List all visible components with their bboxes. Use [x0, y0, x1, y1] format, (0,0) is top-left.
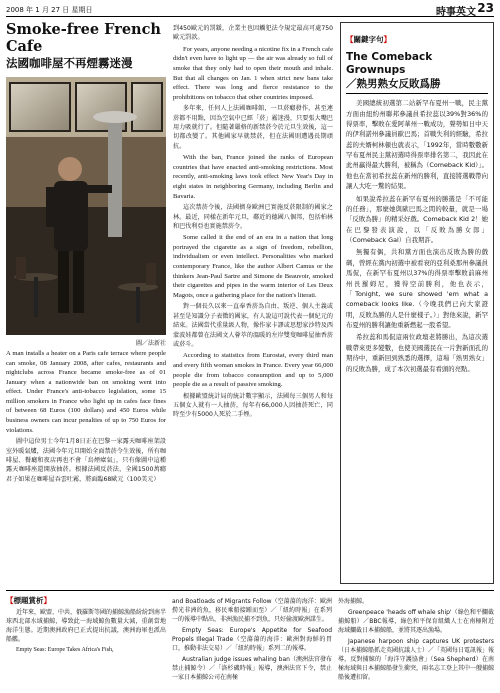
sidebar-title-zh: ／熟男熟女反敗爲勝 [346, 76, 488, 94]
sidebar-tag [346, 34, 391, 45]
bottom-paragraph: and Boatloads of Migrants Follow（空蕩蕩的海洋：歐洲撈光非洲的魚，移民乘船接踵而至）／「紐約時報」在系列一的報導中點出，非洲漁民捕不到魚，只好偷渡歐洲謀生。 [172, 598, 332, 623]
article-paragraph: With the ban, France joined the ranks of European countries that have enacted anti-smoking restrictions. Most recently, anti-smoking laws took effect New Year's Day in eight states in neighboring Germany, including Berlin and Bavaria. [173, 154, 333, 200]
sidebar-paragraph: 無獨有偶，共和黨方面也演出反敗為勝的戲碼，曾經在黨內初選中被看衰的亞利桑那州參議員馬侃，在新罕布夏州以37%的得票率擊敗前麻州州長羅姆尼，獲得空前勝利，他也表示，「Tonight, we sure showed 'em what a comeback looks like.（今晚我們已向大家證明，反敗為勝的人是什麼樣子。）」對他來說，新罕布夏州的勝利讓他重新燃起一股希望。 [346, 248, 488, 330]
cafe-photo [6, 77, 166, 335]
sidebar-paragraph: 希拉蕊和馬侃這兩位政壇老將勝出，為這次選戰帶來更多變數，也使美國選民在一片對新面孔的期待中，重新回到熟悉的選擇，這場「熟男熟女」的反敗為勝，成了本次初選最有看頭的亮點。 [346, 333, 488, 373]
sidebar-paragraph: 美國總統初選第二站新罕布夏州一戰，民主黨方面由紐約州聯邦參議員希拉蕊以39%對36%的得票率，擊敗在愛阿華州一戰成功，聲勢如日中天的伊利諾州參議員歐巴馬；首戰失利的經驗，希拉蕊的夫婿柯林頓也就表示，「1992年，當時數數新罕布夏州民主黨初選時得票率排名第二，我因此在此州贏得最大勝利，被稱為（Comeback Kid）」。他也在當初希拉蕊在新州的勝利，直接將選戰帶向讓人大吃一驚的結果。 [346, 99, 488, 191]
article-paragraph: Some called it the end of an era in a nation that long portrayed the cigarette as a sign of freedom, rebellion, individualism or even intellect. Personalities who marked contemporary France, like the author Albert Camus or the thinkers Jean-Paul Sartre and Simone de Beauvoir, smoked their cigarettes and pipes in the warm interior of Les Deux Magots, once a gathering place for the nation's literati. [173, 234, 333, 299]
article-paragraph: According to statistics from Eurostat, every third man and every fifth woman smokes in France. Every year 66,000 people die from tobacco consumption and up to 5,000 people die as a result of passive smoking. [173, 352, 333, 389]
article-paragraph: 根據歐盟統計局的統計數字顯示，法國每三個男人和每五個女人就有一人抽菸，每年有66,000人因抽菸死亡，同時至少有5000人死於二手煙。 [173, 392, 333, 419]
sidebar-title-en: The Comeback Grownups [346, 51, 433, 76]
bottom-paragraph: Greenpeace 'heads off whale ship'（綠色和平攔截捕鯨船）／BBC報導，綠色和平保育組織人士在南極附近海域攔截日本捕鯨船，並將其逐出漁場。 [338, 609, 494, 634]
article-paragraph: For years, anyone needing a nicotine fix in a French cafe didn't even have to light up — the air was already so full of smoke that they only had to open their mouth and inhale. But that all changes on Jan. 1 when strict new bans take effect. There was long and fierce resistance to the prohibitions on tobacco that other countries imposed. [173, 45, 333, 101]
bottom-paragraph: Empty Seas: Europe Takes Africa's Fish, [16, 647, 114, 653]
bottom-tag [6, 595, 166, 606]
page-header [6, 3, 494, 17]
article-column-1 [6, 22, 166, 484]
photo-caption: 圖／法新社 [135, 340, 166, 348]
tag-label: 標題賞析 [13, 596, 44, 605]
article-column-2 [173, 22, 333, 420]
page-number: 23 [477, 1, 494, 15]
tag-bracket-open: 【 [6, 596, 14, 605]
cafe-photo-illustration [6, 77, 166, 335]
headline-zh: 法國咖啡屋不再煙霧迷漫 [6, 56, 133, 71]
tag-bracket-close: 】 [383, 35, 391, 44]
headline-analysis-section [6, 590, 494, 690]
publication-name: 時事英文 [436, 7, 476, 18]
bottom-paragraph: Japanese harpoon ship captures UK protesters（日本捕鯨船抓走英國抗議人士）／「英國每日電訊報」報導，反對捕鯨的「海洋守護協會」（Sea Shepherd）在南極海域與日本捕鯨船發生衝突，兩名志工登上其中一艘捕鯨船後遭扣留。 [338, 638, 495, 681]
sidebar-box [340, 22, 494, 584]
headline-en: Smoke-free French Cafe [6, 21, 161, 55]
tag-label: 關鍵字句 [353, 35, 384, 44]
article-paragraph: 圖中這位男士今年1月8日正在巴黎一家露天咖啡座架設室外暖氣爐，法國今年元旦開始全面禁菸令生效後，所有咖啡屋、餐廳和夜店再也不會「烏煙瘴氣」，只有像圖中這種露天咖啡座還開放抽菸。根據法國反菸法，全國1500萬癮君子如果在咖啡屋吞雲吐霧，將面臨68歐元（100美元） [6, 438, 166, 483]
bottom-paragraph: Empty Seas: Europe's Appetite for Seafood Propels Illegal Trade（空蕩蕩的海洋：歐洲對海鮮的胃口，推動非法交易）／「紐約時報」系列二的報導。 [172, 627, 332, 652]
bottom-column-3 [338, 595, 494, 682]
bottom-paragraph: 外海捕鯨。 [338, 598, 369, 605]
bottom-column-2 [172, 595, 332, 682]
sidebar-keywords [340, 22, 494, 584]
bottom-paragraph: 近年來，歐盟、中共、俄羅斯等國的捕鯨漁船紛紛到南半球西北部水域捕鯨，導致此一海域鯨魚數量大減，重創當地海洋生態。近期澳洲政府已正式提出抗議，澳洲海軍也派出船艦。 [6, 609, 167, 643]
article-paragraph: 多年來，任何人上法國咖啡館，一旦菸癮發作，甚至連菸都不用點，因為空氣中已經「菸」霧迷漫，只要張大嘴巴用力吸就行了。但隨著嚴格的新禁菸令於元旦生效後，這一切都改變了。其他國家早就禁菸，但在法國則遭遇長期頑抗。 [173, 105, 333, 150]
article-paragraph: 對一個長久以來一直奉香菸為自由、叛逆、個人主義或甚至是知識分子表徵的國家，有人說這可說代表一個紀元的結束。法國當代重量級人物，像作家卡謬或思想家沙特及西蒙波娃都曾在法國文人薈萃的溫暖的左岸雙叟咖啡屋抽香菸或菸斗。 [173, 303, 333, 348]
article-paragraph: A man installs a heater on a Paris cafe terrace where people can smoke, 08 January 2008, after cafes, restaurants and nightclubs across France became smoke-free as of 01 January when a nationwide ban on smoking went into effect. Under France's anti-tobacco legislation, some 15 million smokers in France who light up in cafes face fines of between 68 Euros (100 dollars) and 450 Euros while business owners can incur penalties of up to 750 Euros for violations. [6, 350, 166, 434]
tag-bracket-close: 】 [43, 596, 51, 605]
bottom-column-1 [6, 595, 166, 655]
article-paragraph: 這次禁菸令後，法國擠身歐洲已實施反菸限制的國家之林。最近，同樣在新年元旦，鄰近的德國八個邦，包括柏林和巴伐利亞也實施禁菸令。 [173, 204, 333, 230]
issue-date: 2008 年 1 月 27 日 星期日 [6, 6, 93, 14]
tag-bracket-open: 【 [346, 35, 354, 44]
bottom-paragraph: Australian judge issues whaling ban（澳洲法官發布禁止捕鯨令）／「洛杉磯時報」報導，澳洲法官下令，禁止一家日本捕鯨公司在南極 [172, 656, 332, 681]
sidebar-paragraph: 如果說希拉蕊在新罕布夏州的勝選是「不可能的任務」，那麼她與歐巴馬之間的較量，就是一場「反敗為勝」的精采好戲。Comeback Kid 2！她在巴黎發表演說，以「反敗為勝女郎」（Comeback Gal）自我期許。 [346, 194, 488, 245]
article-paragraph: 到450歐元的罰鍰，企業主也因觸犯法令規定最高可處750歐元罰款。 [173, 25, 333, 42]
